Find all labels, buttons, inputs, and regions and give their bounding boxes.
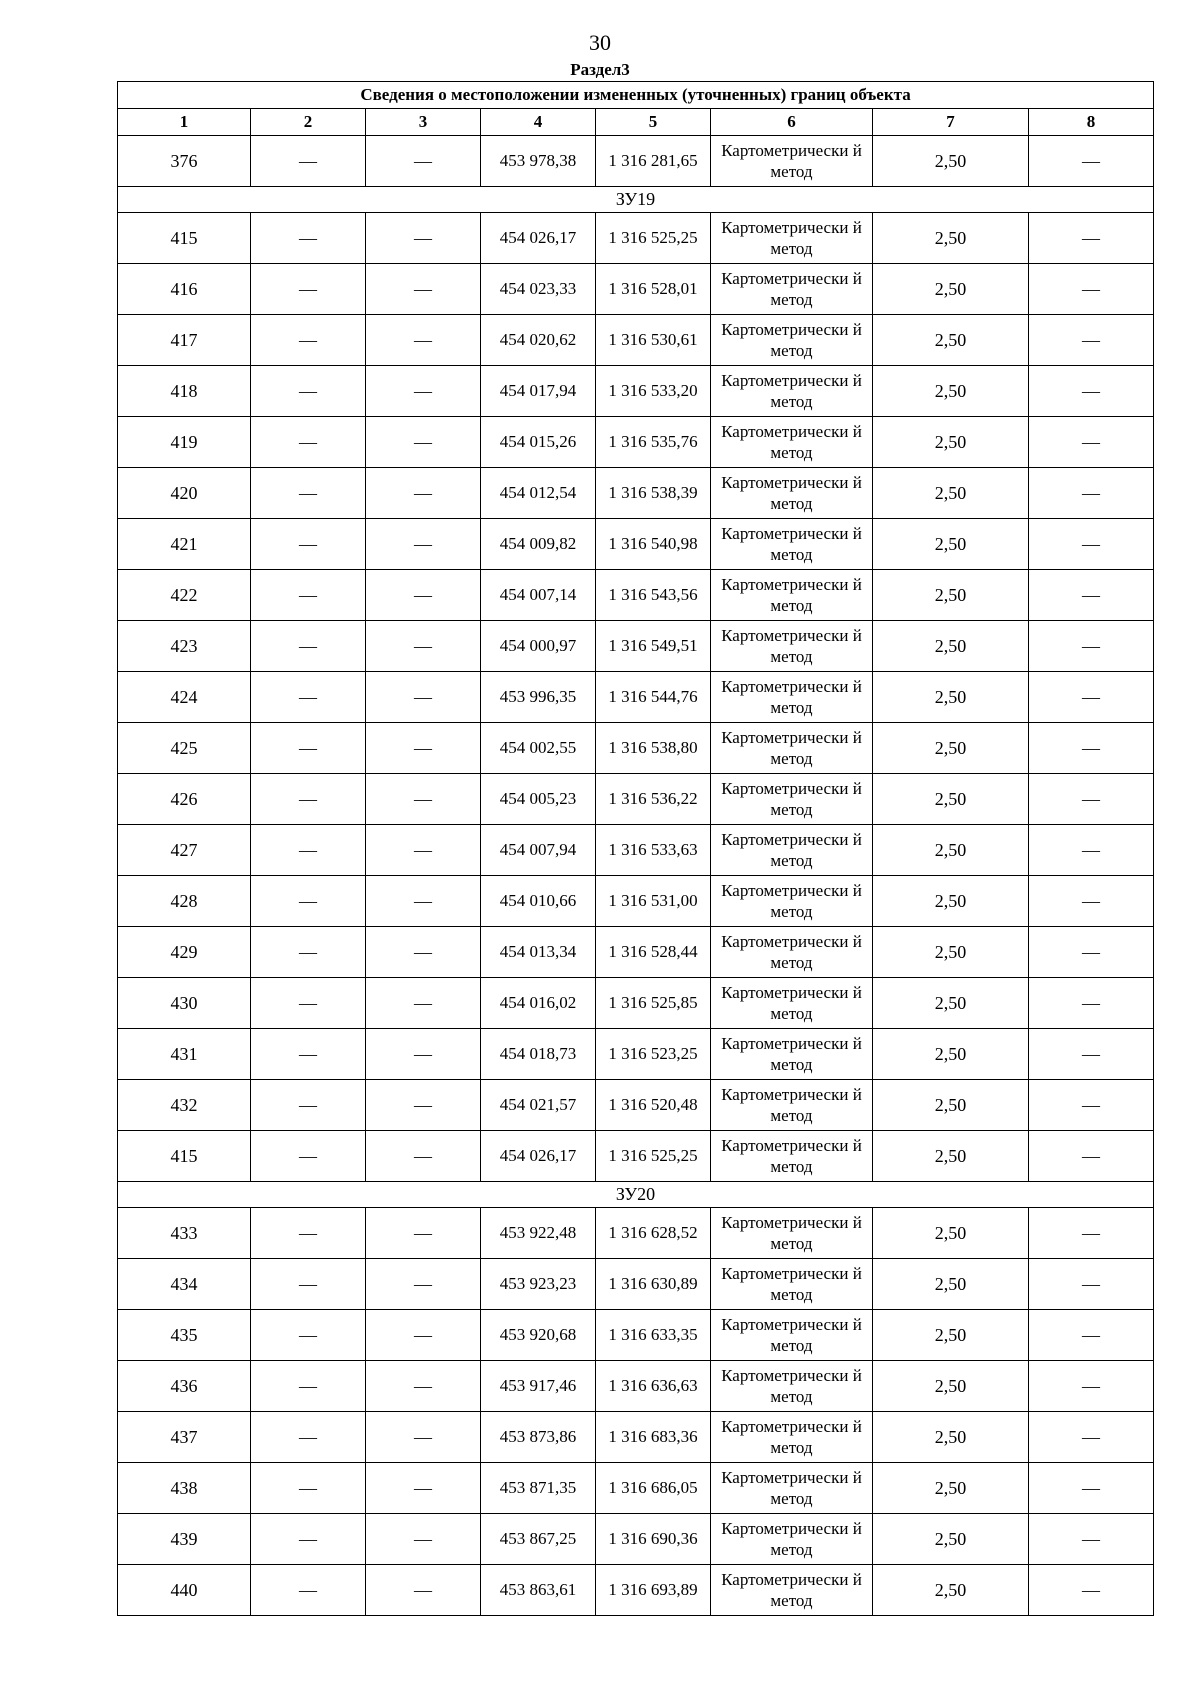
- method-cell: Картометрически й метод: [711, 136, 873, 187]
- accuracy-cell: 2,50: [873, 1029, 1029, 1080]
- col8-cell: —: [1029, 1131, 1154, 1182]
- method-cell: Картометрически й метод: [711, 825, 873, 876]
- point-number-cell: 428: [118, 876, 251, 927]
- x-coordinate-cell: 453 922,48: [481, 1208, 596, 1259]
- method-cell: Картометрически й метод: [711, 1361, 873, 1412]
- accuracy-cell: 2,50: [873, 1463, 1029, 1514]
- method-cell: Картометрически й метод: [711, 1463, 873, 1514]
- col3-cell: —: [366, 723, 481, 774]
- x-coordinate-cell: 454 017,94: [481, 366, 596, 417]
- point-number-cell: 421: [118, 519, 251, 570]
- column-header: 5: [596, 109, 711, 136]
- land-plot-label: ЗУ20: [118, 1182, 1154, 1208]
- accuracy-cell: 2,50: [873, 927, 1029, 978]
- col3-cell: —: [366, 1412, 481, 1463]
- table-row: [118, 1259, 1154, 1310]
- col2-cell: —: [251, 825, 366, 876]
- col2-cell: —: [251, 672, 366, 723]
- table-row: [118, 1514, 1154, 1565]
- table-row: [118, 672, 1154, 723]
- method-cell: Картометрически й метод: [711, 570, 873, 621]
- col8-cell: —: [1029, 1412, 1154, 1463]
- y-coordinate-cell: 1 316 549,51: [596, 621, 711, 672]
- method-cell: Картометрически й метод: [711, 468, 873, 519]
- table-caption: Сведения о местоположении измененных (уточненных) границ объекта: [118, 82, 1154, 109]
- x-coordinate-cell: 454 013,34: [481, 927, 596, 978]
- table-row: [118, 774, 1154, 825]
- col3-cell: —: [366, 264, 481, 315]
- x-coordinate-cell: 454 021,57: [481, 1080, 596, 1131]
- col3-cell: —: [366, 315, 481, 366]
- col3-cell: —: [366, 1514, 481, 1565]
- col3-cell: —: [366, 978, 481, 1029]
- accuracy-cell: 2,50: [873, 723, 1029, 774]
- col2-cell: —: [251, 1029, 366, 1080]
- y-coordinate-cell: 1 316 538,39: [596, 468, 711, 519]
- point-number-cell: 423: [118, 621, 251, 672]
- accuracy-cell: 2,50: [873, 1310, 1029, 1361]
- accuracy-cell: 2,50: [873, 315, 1029, 366]
- table-header-row: [118, 109, 1154, 136]
- col8-cell: —: [1029, 136, 1154, 187]
- y-coordinate-cell: 1 316 636,63: [596, 1361, 711, 1412]
- table-row: [118, 978, 1154, 1029]
- column-header: 4: [481, 109, 596, 136]
- y-coordinate-cell: 1 316 525,25: [596, 213, 711, 264]
- accuracy-cell: 2,50: [873, 1080, 1029, 1131]
- col8-cell: —: [1029, 519, 1154, 570]
- col3-cell: —: [366, 468, 481, 519]
- table-row: [118, 519, 1154, 570]
- method-cell: Картометрически й метод: [711, 1131, 873, 1182]
- col2-cell: —: [251, 136, 366, 187]
- table-row: [118, 1310, 1154, 1361]
- point-number-cell: 417: [118, 315, 251, 366]
- y-coordinate-cell: 1 316 525,25: [596, 1131, 711, 1182]
- col2-cell: —: [251, 213, 366, 264]
- x-coordinate-cell: 454 007,94: [481, 825, 596, 876]
- accuracy-cell: 2,50: [873, 1514, 1029, 1565]
- x-coordinate-cell: 454 015,26: [481, 417, 596, 468]
- x-coordinate-cell: 453 873,86: [481, 1412, 596, 1463]
- y-coordinate-cell: 1 316 530,61: [596, 315, 711, 366]
- col8-cell: —: [1029, 978, 1154, 1029]
- col8-cell: —: [1029, 264, 1154, 315]
- x-coordinate-cell: 454 026,17: [481, 1131, 596, 1182]
- method-cell: Картометрически й метод: [711, 876, 873, 927]
- point-number-cell: 431: [118, 1029, 251, 1080]
- column-header: 7: [873, 109, 1029, 136]
- col8-cell: —: [1029, 876, 1154, 927]
- col3-cell: —: [366, 672, 481, 723]
- y-coordinate-cell: 1 316 520,48: [596, 1080, 711, 1131]
- y-coordinate-cell: 1 316 523,25: [596, 1029, 711, 1080]
- col2-cell: —: [251, 366, 366, 417]
- point-number-cell: 438: [118, 1463, 251, 1514]
- x-coordinate-cell: 454 010,66: [481, 876, 596, 927]
- col3-cell: —: [366, 1310, 481, 1361]
- table-body: [118, 136, 1154, 1616]
- accuracy-cell: 2,50: [873, 1361, 1029, 1412]
- accuracy-cell: 2,50: [873, 417, 1029, 468]
- point-number-cell: 437: [118, 1412, 251, 1463]
- point-number-cell: 433: [118, 1208, 251, 1259]
- col8-cell: —: [1029, 1259, 1154, 1310]
- col8-cell: —: [1029, 825, 1154, 876]
- table-row: [118, 315, 1154, 366]
- point-number-cell: 434: [118, 1259, 251, 1310]
- accuracy-cell: 2,50: [873, 825, 1029, 876]
- col2-cell: —: [251, 1259, 366, 1310]
- col2-cell: —: [251, 264, 366, 315]
- point-number-cell: 416: [118, 264, 251, 315]
- method-cell: Картометрически й метод: [711, 1310, 873, 1361]
- x-coordinate-cell: 453 923,23: [481, 1259, 596, 1310]
- col2-cell: —: [251, 978, 366, 1029]
- table-row: [118, 1361, 1154, 1412]
- column-header: 1: [118, 109, 251, 136]
- point-number-cell: 415: [118, 1131, 251, 1182]
- x-coordinate-cell: 453 920,68: [481, 1310, 596, 1361]
- col2-cell: —: [251, 1412, 366, 1463]
- y-coordinate-cell: 1 316 628,52: [596, 1208, 711, 1259]
- table-row: [118, 927, 1154, 978]
- point-number-cell: 429: [118, 927, 251, 978]
- col3-cell: —: [366, 1131, 481, 1182]
- y-coordinate-cell: 1 316 693,89: [596, 1565, 711, 1616]
- x-coordinate-cell: 454 023,33: [481, 264, 596, 315]
- page-number: 30: [589, 30, 611, 55]
- col2-cell: —: [251, 417, 366, 468]
- y-coordinate-cell: 1 316 531,00: [596, 876, 711, 927]
- y-coordinate-cell: 1 316 525,85: [596, 978, 711, 1029]
- table-row: [118, 1412, 1154, 1463]
- col3-cell: —: [366, 1080, 481, 1131]
- col2-cell: —: [251, 927, 366, 978]
- accuracy-cell: 2,50: [873, 1131, 1029, 1182]
- col3-cell: —: [366, 417, 481, 468]
- col8-cell: —: [1029, 468, 1154, 519]
- y-coordinate-cell: 1 316 538,80: [596, 723, 711, 774]
- point-number-cell: 419: [118, 417, 251, 468]
- method-cell: Картометрически й метод: [711, 1080, 873, 1131]
- x-coordinate-cell: 454 016,02: [481, 978, 596, 1029]
- col8-cell: —: [1029, 774, 1154, 825]
- point-number-cell: 376: [118, 136, 251, 187]
- x-coordinate-cell: 454 020,62: [481, 315, 596, 366]
- col3-cell: —: [366, 927, 481, 978]
- col2-cell: —: [251, 570, 366, 621]
- col8-cell: —: [1029, 723, 1154, 774]
- accuracy-cell: 2,50: [873, 621, 1029, 672]
- col2-cell: —: [251, 774, 366, 825]
- point-number-cell: 418: [118, 366, 251, 417]
- col2-cell: —: [251, 519, 366, 570]
- col2-cell: —: [251, 1463, 366, 1514]
- table-row: [118, 1208, 1154, 1259]
- col3-cell: —: [366, 1029, 481, 1080]
- col2-cell: —: [251, 723, 366, 774]
- method-cell: Картометрически й метод: [711, 1029, 873, 1080]
- method-cell: Картометрически й метод: [711, 1514, 873, 1565]
- column-header: 3: [366, 109, 481, 136]
- point-number-cell: 439: [118, 1514, 251, 1565]
- col8-cell: —: [1029, 1361, 1154, 1412]
- table-row: [118, 1029, 1154, 1080]
- point-number-cell: 422: [118, 570, 251, 621]
- col8-cell: —: [1029, 570, 1154, 621]
- col2-cell: —: [251, 1208, 366, 1259]
- col2-cell: —: [251, 1514, 366, 1565]
- x-coordinate-cell: 454 007,14: [481, 570, 596, 621]
- col8-cell: —: [1029, 366, 1154, 417]
- col3-cell: —: [366, 621, 481, 672]
- col3-cell: —: [366, 1208, 481, 1259]
- table-row: [118, 723, 1154, 774]
- y-coordinate-cell: 1 316 535,76: [596, 417, 711, 468]
- table-row: [118, 1565, 1154, 1616]
- accuracy-cell: 2,50: [873, 519, 1029, 570]
- y-coordinate-cell: 1 316 633,35: [596, 1310, 711, 1361]
- x-coordinate-cell: 454 002,55: [481, 723, 596, 774]
- y-coordinate-cell: 1 316 536,22: [596, 774, 711, 825]
- accuracy-cell: 2,50: [873, 1259, 1029, 1310]
- table-row: [118, 417, 1154, 468]
- point-number-cell: 436: [118, 1361, 251, 1412]
- table-row: [118, 264, 1154, 315]
- col2-cell: —: [251, 621, 366, 672]
- column-header: 6: [711, 109, 873, 136]
- col3-cell: —: [366, 1565, 481, 1616]
- y-coordinate-cell: 1 316 533,63: [596, 825, 711, 876]
- land-plot-group-row: [118, 1182, 1154, 1208]
- accuracy-cell: 2,50: [873, 1412, 1029, 1463]
- table-row: [118, 570, 1154, 621]
- point-number-cell: 425: [118, 723, 251, 774]
- method-cell: Картометрически й метод: [711, 417, 873, 468]
- col3-cell: —: [366, 1361, 481, 1412]
- col3-cell: —: [366, 825, 481, 876]
- point-number-cell: 430: [118, 978, 251, 1029]
- point-number-cell: 420: [118, 468, 251, 519]
- y-coordinate-cell: 1 316 540,98: [596, 519, 711, 570]
- point-number-cell: 415: [118, 213, 251, 264]
- method-cell: Картометрически й метод: [711, 519, 873, 570]
- method-cell: Картометрически й метод: [711, 774, 873, 825]
- y-coordinate-cell: 1 316 686,05: [596, 1463, 711, 1514]
- method-cell: Картометрически й метод: [711, 1565, 873, 1616]
- col8-cell: —: [1029, 1514, 1154, 1565]
- x-coordinate-cell: 454 005,23: [481, 774, 596, 825]
- method-cell: Картометрически й метод: [711, 723, 873, 774]
- table-row: [118, 468, 1154, 519]
- point-number-cell: 424: [118, 672, 251, 723]
- accuracy-cell: 2,50: [873, 978, 1029, 1029]
- col8-cell: —: [1029, 1029, 1154, 1080]
- x-coordinate-cell: 453 996,35: [481, 672, 596, 723]
- col8-cell: —: [1029, 1208, 1154, 1259]
- method-cell: Картометрически й метод: [711, 1208, 873, 1259]
- col3-cell: —: [366, 570, 481, 621]
- accuracy-cell: 2,50: [873, 1208, 1029, 1259]
- accuracy-cell: 2,50: [873, 366, 1029, 417]
- method-cell: Картометрически й метод: [711, 264, 873, 315]
- y-coordinate-cell: 1 316 683,36: [596, 1412, 711, 1463]
- col2-cell: —: [251, 1361, 366, 1412]
- x-coordinate-cell: 453 978,38: [481, 136, 596, 187]
- x-coordinate-cell: 454 000,97: [481, 621, 596, 672]
- point-number-cell: 426: [118, 774, 251, 825]
- table-row: [118, 213, 1154, 264]
- accuracy-cell: 2,50: [873, 876, 1029, 927]
- method-cell: Картометрически й метод: [711, 315, 873, 366]
- method-cell: Картометрически й метод: [711, 213, 873, 264]
- x-coordinate-cell: 454 009,82: [481, 519, 596, 570]
- accuracy-cell: 2,50: [873, 570, 1029, 621]
- table-row: [118, 366, 1154, 417]
- method-cell: Картометрически й метод: [711, 366, 873, 417]
- y-coordinate-cell: 1 316 690,36: [596, 1514, 711, 1565]
- col2-cell: —: [251, 468, 366, 519]
- point-number-cell: 432: [118, 1080, 251, 1131]
- column-header: 8: [1029, 109, 1154, 136]
- col8-cell: —: [1029, 672, 1154, 723]
- column-header: 2: [251, 109, 366, 136]
- land-plot-group-row: [118, 187, 1154, 213]
- method-cell: Картометрически й метод: [711, 978, 873, 1029]
- y-coordinate-cell: 1 316 544,76: [596, 672, 711, 723]
- col3-cell: —: [366, 213, 481, 264]
- y-coordinate-cell: 1 316 528,01: [596, 264, 711, 315]
- y-coordinate-cell: 1 316 528,44: [596, 927, 711, 978]
- y-coordinate-cell: 1 316 533,20: [596, 366, 711, 417]
- x-coordinate-cell: 454 018,73: [481, 1029, 596, 1080]
- col8-cell: —: [1029, 1565, 1154, 1616]
- col3-cell: —: [366, 366, 481, 417]
- col8-cell: —: [1029, 621, 1154, 672]
- accuracy-cell: 2,50: [873, 213, 1029, 264]
- col8-cell: —: [1029, 1080, 1154, 1131]
- section-title: Раздел3: [570, 60, 630, 79]
- col8-cell: —: [1029, 1463, 1154, 1514]
- col8-cell: —: [1029, 213, 1154, 264]
- col3-cell: —: [366, 1259, 481, 1310]
- col3-cell: —: [366, 519, 481, 570]
- method-cell: Картометрически й метод: [711, 927, 873, 978]
- table-caption-row: [118, 82, 1154, 109]
- x-coordinate-cell: 454 026,17: [481, 213, 596, 264]
- method-cell: Картометрически й метод: [711, 672, 873, 723]
- table-row: [118, 136, 1154, 187]
- col8-cell: —: [1029, 417, 1154, 468]
- table-row: [118, 825, 1154, 876]
- x-coordinate-cell: 453 871,35: [481, 1463, 596, 1514]
- x-coordinate-cell: 454 012,54: [481, 468, 596, 519]
- col8-cell: —: [1029, 1310, 1154, 1361]
- y-coordinate-cell: 1 316 543,56: [596, 570, 711, 621]
- col2-cell: —: [251, 1080, 366, 1131]
- col2-cell: —: [251, 315, 366, 366]
- col8-cell: —: [1029, 927, 1154, 978]
- table-row: [118, 1463, 1154, 1514]
- point-number-cell: 427: [118, 825, 251, 876]
- boundary-coordinates-table: [117, 81, 1154, 1616]
- x-coordinate-cell: 453 917,46: [481, 1361, 596, 1412]
- col2-cell: —: [251, 1131, 366, 1182]
- table-row: [118, 621, 1154, 672]
- method-cell: Картометрически й метод: [711, 621, 873, 672]
- x-coordinate-cell: 453 867,25: [481, 1514, 596, 1565]
- col2-cell: —: [251, 1310, 366, 1361]
- land-plot-label: ЗУ19: [118, 187, 1154, 213]
- accuracy-cell: 2,50: [873, 774, 1029, 825]
- col3-cell: —: [366, 876, 481, 927]
- accuracy-cell: 2,50: [873, 468, 1029, 519]
- method-cell: Картометрически й метод: [711, 1259, 873, 1310]
- col8-cell: —: [1029, 315, 1154, 366]
- x-coordinate-cell: 453 863,61: [481, 1565, 596, 1616]
- table-row: [118, 1080, 1154, 1131]
- table-row: [118, 876, 1154, 927]
- col2-cell: —: [251, 876, 366, 927]
- accuracy-cell: 2,50: [873, 1565, 1029, 1616]
- accuracy-cell: 2,50: [873, 264, 1029, 315]
- col3-cell: —: [366, 1463, 481, 1514]
- point-number-cell: 440: [118, 1565, 251, 1616]
- method-cell: Картометрически й метод: [711, 1412, 873, 1463]
- col3-cell: —: [366, 774, 481, 825]
- y-coordinate-cell: 1 316 281,65: [596, 136, 711, 187]
- table-row: [118, 1131, 1154, 1182]
- col2-cell: —: [251, 1565, 366, 1616]
- y-coordinate-cell: 1 316 630,89: [596, 1259, 711, 1310]
- accuracy-cell: 2,50: [873, 672, 1029, 723]
- point-number-cell: 435: [118, 1310, 251, 1361]
- col3-cell: —: [366, 136, 481, 187]
- accuracy-cell: 2,50: [873, 136, 1029, 187]
